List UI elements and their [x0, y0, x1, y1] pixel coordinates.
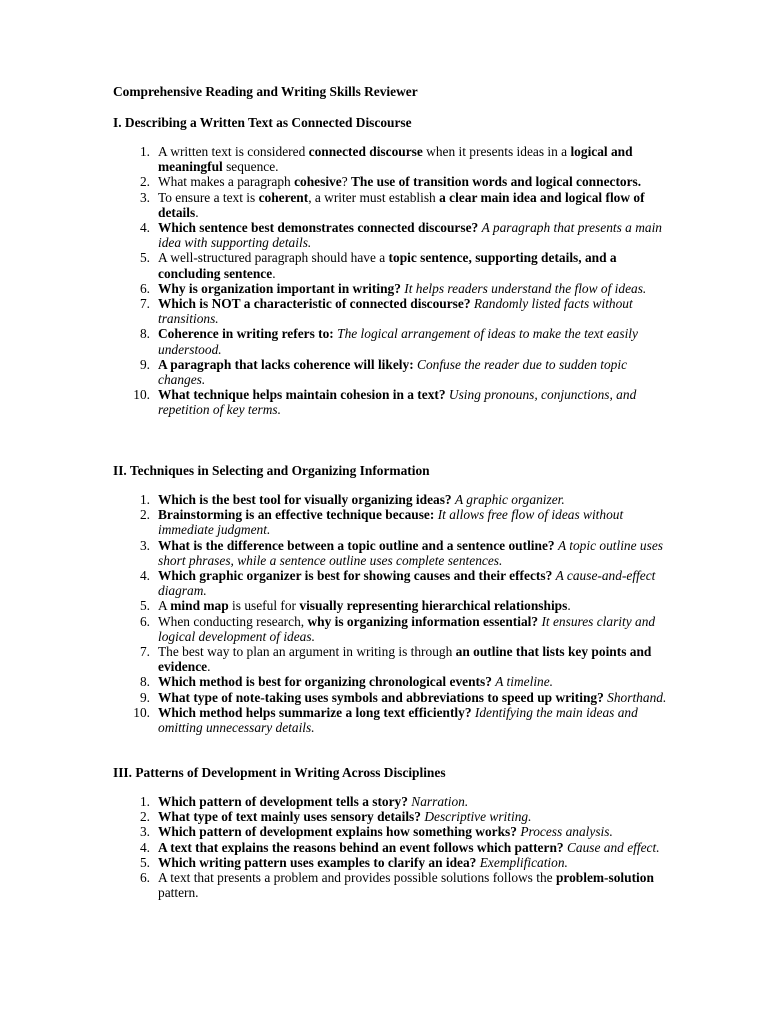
text-segment: A written text is considered — [158, 144, 309, 159]
section-heading-1: I. Describing a Written Text as Connected Discourse — [113, 115, 412, 130]
text-segment: pattern. — [158, 885, 199, 901]
text-segment: A — [158, 598, 171, 614]
italic-text: A graphic organizer. — [454, 492, 565, 507]
item-number: 5. — [139, 598, 150, 614]
item-number: 1. — [139, 144, 150, 159]
item-number: 6. — [139, 613, 150, 629]
item-number: 6. — [139, 870, 150, 886]
bold-text: problem-solution — [555, 870, 654, 886]
item-number: 8. — [139, 674, 150, 690]
bold-text: What is the difference between a topic outline and a sentence outline? — [158, 537, 555, 553]
italic-text: Cause and effect. — [566, 839, 660, 855]
bold-text: Coherence in writing refers to: — [158, 326, 334, 342]
bold-text: The use of transition words and logical connectors. — [350, 174, 642, 190]
item-number: 9. — [139, 689, 150, 705]
item-number: 10. — [133, 387, 150, 403]
list-item — [139, 613, 668, 644]
item-number: 5. — [139, 854, 150, 870]
bold-text: Which pattern of development explains how something works? — [158, 824, 517, 840]
italic-text: Narration. — [411, 794, 469, 809]
bold-text: why is organizing information essential? — [307, 613, 539, 629]
list-item — [139, 280, 668, 296]
italic-text: Using pronouns, conjunctions, and repetition of key terms. — [158, 387, 637, 418]
item-number: 3. — [139, 537, 150, 553]
italic-text: It ensures clarity and logical development of ideas. — [158, 613, 656, 644]
section-heading-2: II. Techniques in Selecting and Organizing Information — [113, 463, 430, 478]
bold-text: Which method is best for organizing chronological events? — [158, 674, 492, 690]
bold-text: A text that explains the reasons behind an event follows which pattern? — [158, 839, 564, 855]
bold-text: Why is organization important in writing? — [158, 280, 401, 296]
bold-text: an outline that lists key points and evidence — [158, 644, 652, 675]
italic-text: Process analysis. — [520, 824, 613, 840]
list-item — [139, 674, 668, 690]
item-number: 2. — [139, 507, 150, 523]
text-segment: . — [272, 265, 276, 281]
item-number: 4. — [139, 839, 150, 855]
italic-text: A paragraph that presents a main idea with supporting details. — [158, 220, 663, 251]
bold-text: logical and meaningful — [158, 144, 633, 175]
bold-text: What technique helps maintain cohesion in a text? — [158, 387, 446, 403]
item-number: 7. — [139, 296, 150, 312]
text-segment: ? — [341, 174, 351, 190]
text-segment: , a writer must establish — [308, 189, 440, 205]
item-number: 9. — [139, 356, 150, 372]
item-number: 5. — [139, 250, 150, 266]
list-item — [139, 809, 668, 825]
italic-text: It allows free flow of ideas without immediate judgment. — [158, 507, 624, 538]
list-item — [139, 598, 668, 614]
text-segment: To ensure a text is — [158, 189, 259, 205]
list-item — [139, 250, 668, 281]
item-number: 10. — [133, 704, 150, 720]
list-item — [139, 296, 668, 327]
item-number: 2. — [139, 174, 150, 190]
italic-text: Identifying the main ideas and omitting unnecessary details. — [158, 704, 638, 736]
bold-text: cohesive — [294, 174, 342, 190]
italic-text: The logical arrangement of ideas to make the text easily understood. — [158, 326, 638, 357]
bold-text: What type of note-taking uses symbols and abbreviations to speed up writing? — [158, 689, 604, 705]
bold-text: Brainstorming is an effective technique because: — [158, 507, 435, 523]
bold-text: Which pattern of development tells a story? — [158, 794, 408, 809]
italic-text: A timeline. — [495, 674, 554, 690]
italic-text: It helps readers understand the flow of ideas. — [404, 280, 647, 296]
list-item — [139, 839, 668, 855]
list-item — [139, 568, 668, 599]
bold-text: a clear main idea and logical flow of details — [158, 189, 645, 220]
list-item — [139, 644, 668, 675]
section-heading-3: III. Patterns of Development in Writing Across Disciplines — [113, 765, 446, 780]
bold-text: Which is NOT a characteristic of connected discourse? — [158, 296, 471, 312]
text-segment: . — [567, 598, 571, 614]
question-list-3 — [139, 794, 668, 901]
list-item — [139, 220, 668, 251]
item-number: 4. — [139, 220, 150, 236]
list-item — [139, 492, 668, 507]
list-item — [139, 537, 668, 568]
text-segment: . — [195, 204, 199, 220]
item-number: 3. — [139, 824, 150, 840]
list-item — [139, 356, 668, 388]
item-number: 4. — [139, 568, 150, 584]
text-segment: A well-structured paragraph should have a — [158, 250, 389, 266]
text-segment: What makes a paragraph — [158, 174, 295, 190]
text-segment: The best way to plan an argument in writing is through — [158, 644, 456, 660]
list-item — [139, 854, 668, 870]
list-item — [139, 144, 668, 175]
item-number: 1. — [139, 492, 150, 507]
text-segment: is useful for — [228, 598, 300, 614]
bold-text: Which sentence best demonstrates connected discourse? — [158, 220, 479, 236]
text-segment: A text that presents a problem and provides possible solutions follows the — [158, 870, 556, 886]
list-item — [133, 704, 668, 736]
text-segment: When conducting research, — [158, 613, 308, 629]
item-number: 7. — [139, 644, 150, 660]
italic-text: Exemplification. — [479, 854, 568, 870]
bold-text: Which method helps summarize a long text efficiently? — [158, 704, 472, 720]
bold-text: coherent — [258, 189, 309, 205]
italic-text: Descriptive writing. — [424, 809, 532, 825]
italic-text: Confuse the reader due to sudden topic changes. — [158, 356, 628, 388]
list-item — [139, 824, 668, 840]
bold-text: Which is the best tool for visually organizing ideas? — [158, 492, 452, 507]
item-number: 8. — [139, 326, 150, 342]
list-item — [133, 387, 668, 418]
bold-text: visually representing hierarchical relationships — [299, 598, 568, 614]
question-list-1 — [133, 144, 668, 418]
italic-text: A topic outline uses short phrases, while a sentence outline uses complete sentences. — [158, 537, 663, 568]
list-item — [139, 689, 668, 705]
list-item — [139, 870, 668, 901]
list-item — [139, 794, 668, 809]
italic-text: Shorthand. — [607, 689, 667, 705]
bold-text: topic sentence, supporting details, and a concluding sentence — [158, 250, 617, 281]
list-item — [139, 174, 668, 190]
item-number: 1. — [139, 794, 150, 809]
italic-text: Randomly listed facts without transitions. — [158, 296, 633, 327]
italic-text: A cause-and-effect diagram. — [158, 568, 656, 599]
item-number: 3. — [139, 189, 150, 205]
bold-text: What type of text mainly uses sensory details? — [158, 809, 421, 825]
text-segment: when it presents ideas in a — [422, 144, 571, 159]
item-number: 6. — [139, 280, 150, 296]
bold-text: Which writing pattern uses examples to clarify an idea? — [158, 854, 477, 870]
question-list-2 — [133, 492, 668, 736]
list-item — [139, 189, 668, 220]
item-number: 2. — [139, 809, 150, 825]
bold-text: A paragraph that lacks coherence will likely: — [158, 356, 414, 372]
bold-text: Which graphic organizer is best for showing causes and their effects? — [158, 568, 553, 584]
bold-text: connected discourse — [308, 144, 423, 159]
document-title: Comprehensive Reading and Writing Skills Reviewer — [113, 84, 418, 99]
list-item — [139, 326, 668, 357]
bold-text: mind map — [170, 598, 229, 614]
text-segment: . — [207, 659, 211, 675]
list-item — [139, 507, 668, 538]
text-segment: sequence. — [222, 159, 279, 175]
